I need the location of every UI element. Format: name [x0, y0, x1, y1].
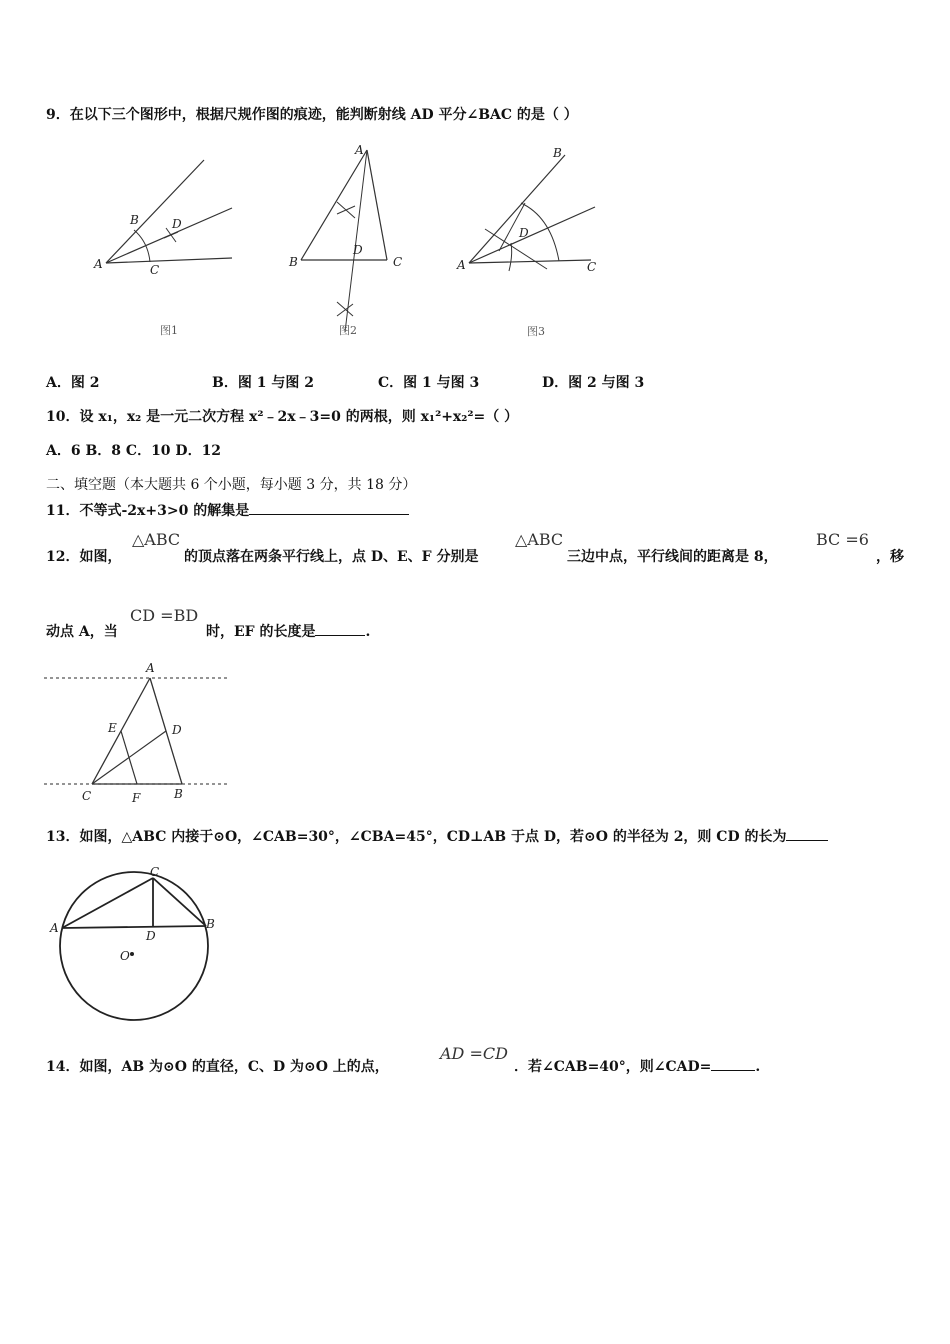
- q12-label-e: E: [108, 721, 117, 735]
- q13-text: 13．如图，△ABC 内接于⊙O，∠CAB=30°，∠CBA=45°，CD⊥AB 于点 D，若⊙O 的半径为 2，则 CD 的长为: [46, 829, 787, 845]
- q13-line: [46, 826, 828, 846]
- q12-math-1: △ABC: [132, 530, 181, 549]
- q13-label-b: B: [206, 917, 215, 931]
- fig3-label-d: D: [519, 226, 529, 240]
- q12-label-d: D: [172, 723, 182, 737]
- q12-line2c: .: [365, 624, 371, 640]
- q12-math-2: △ABC: [515, 530, 564, 549]
- q12-answer-blank: [315, 623, 365, 636]
- q10-options: A．6 B．8 C．10 D．12: [46, 443, 222, 459]
- q12-part3: 三边中点，平行线间的距离是 8，: [567, 549, 778, 565]
- q14-math-1: AD =CD: [440, 1044, 508, 1063]
- fig1-label-c: C: [150, 263, 160, 277]
- q12-line2a: 动点 A，当: [46, 624, 118, 640]
- q9-option-c: C．图 1 与图 3: [378, 375, 480, 391]
- q13-label-o: O: [120, 949, 130, 963]
- q12-line2b: 时，EF 的长度是: [206, 624, 316, 640]
- fig3-label-b: B: [553, 146, 562, 160]
- q9-figure-2: [285, 140, 425, 350]
- q11-line: [46, 500, 409, 520]
- q13-label-d: D: [146, 929, 156, 943]
- q12-part1: 12．如图，: [46, 549, 122, 565]
- q9-figure-1: [90, 150, 250, 350]
- q13-label-c: C: [150, 865, 160, 879]
- fig2-label-a: A: [355, 143, 364, 157]
- fig2-caption: 图2: [339, 324, 357, 337]
- q9-option-b: B．图 1 与图 2: [212, 375, 314, 391]
- q12-part2: 的顶点落在两条平行线上，点 D、E、F 分别是: [184, 549, 479, 565]
- q13-label-a: A: [50, 921, 59, 935]
- q9-figure-3: [455, 145, 615, 345]
- fig3-label-c: C: [587, 260, 597, 274]
- fig3-caption: 图3: [527, 325, 545, 338]
- q12-label-f: F: [132, 791, 141, 805]
- q9-text: 9．在以下三个图形中，根据尺规作图的痕迹，能判断射线 AD 平分∠BAC 的是（ ）: [46, 107, 578, 123]
- q13-figure: [46, 858, 226, 1028]
- q11-text: 11．不等式-2x+3>0 的解集是: [46, 503, 250, 519]
- fig2-label-d: D: [353, 243, 363, 257]
- fig1-label-a: A: [94, 257, 103, 271]
- q14-line-rest: [514, 1056, 760, 1076]
- q12-math-4: CD =BD: [130, 606, 199, 625]
- q12-part4: ，移: [876, 549, 904, 565]
- fig1-label-b: B: [130, 213, 139, 227]
- q13-answer-blank: [786, 828, 828, 841]
- fig1-caption: 图1: [160, 324, 178, 337]
- q12-figure: [40, 660, 240, 810]
- q12-label-b: B: [174, 787, 183, 801]
- q9-option-a: A．图 2: [46, 375, 100, 391]
- fig1-label-d: D: [172, 217, 182, 231]
- q14-answer-blank: [711, 1058, 755, 1071]
- q12-label-c: C: [82, 789, 92, 803]
- q14-part3: .: [755, 1059, 761, 1075]
- q14-part2: ．若∠CAB=40°，则∠CAD=: [514, 1059, 712, 1075]
- fig2-label-b: B: [289, 255, 298, 269]
- q14-part1: 14．如图，AB 为⊙O 的直径，C、D 为⊙O 上的点，: [46, 1059, 389, 1075]
- q10-text: 10．设 x₁，x₂ 是一元二次方程 x²﹣2x﹣3=0 的两根，则 x₁²+x₂²=（ ）: [46, 409, 519, 425]
- fig3-label-a: A: [457, 258, 466, 272]
- fig2-label-c: C: [393, 255, 403, 269]
- q12-label-a: A: [146, 661, 155, 675]
- q9-option-d: D．图 2 与图 3: [542, 375, 645, 391]
- q11-answer-blank: [249, 502, 409, 515]
- q12-line2-rest: [206, 621, 370, 641]
- section2-heading: 二、填空题（本大题共 6 个小题，每小题 3 分，共 18 分）: [46, 477, 417, 493]
- q12-math-3: BC =6: [816, 530, 869, 549]
